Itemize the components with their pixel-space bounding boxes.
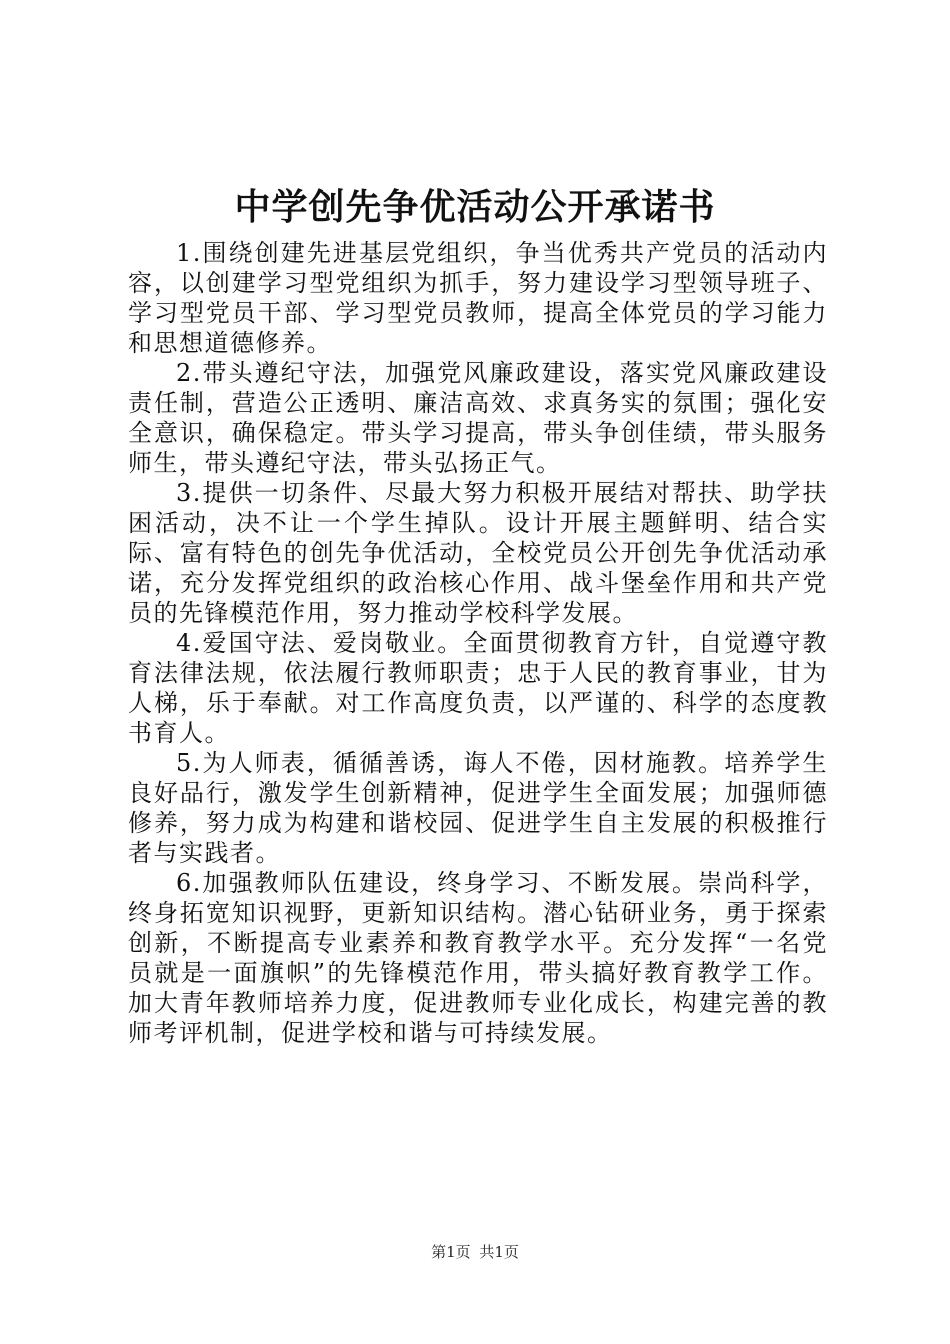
document-title: 中学创先争优活动公开承诺书 — [234, 186, 716, 228]
paragraph-3: 3.提供一切条件、尽最大努力积极开展结对帮扶、助学扶困活动，决不让一个学生掉队。设计开展主题鲜明、结合实际、富有特色的创先争优活动，全校党员公开创先争优活动承诺，充分发挥党组织的政治核心作用、战斗堡垒作用和共产党员的先锋模范作用，努力推动学校科学发展。 — [128, 479, 828, 627]
document-body — [128, 238, 828, 1048]
page-number-total: 共1页 — [479, 1243, 519, 1261]
page-number-current: 第1页 — [431, 1243, 471, 1261]
paragraph-2: 2.带头遵纪守法，加强党风廉政建设，落实党风廉政建设责任制，营造公正透明、廉洁高效、求真务实的氛围；强化安全意识，确保稳定。带头学习提高，带头争创佳绩，带头服务师生，带头遵纪守法，带头弘扬正气。 — [128, 359, 828, 477]
page-footer — [0, 1242, 950, 1262]
paragraph-1: 1.围绕创建先进基层党组织，争当优秀共产党员的活动内容，以创建学习型党组织为抓手，努力建设学习型领导班子、学习型党员干部、学习型党员教师，提高全体党员的学习能力和思想道德修养。 — [128, 239, 828, 357]
paragraph-4: 4.爱国守法、爱岗敬业。全面贯彻教育方针，自觉遵守教育法律法规，依法履行教师职责；忠于人民的教育事业，甘为人梯，乐于奉献。对工作高度负责，以严谨的、科学的态度教书育人。 — [128, 629, 828, 747]
paragraph-6: 6.加强教师队伍建设，终身学习、不断发展。崇尚科学，终身拓宽知识视野，更新知识结构。潜心钻研业务，勇于探索创新，不断提高专业素养和教育教学水平。充分发挥“一名党员就是一面旗帜”的先锋模范作用，带头搞好教育教学工作。加大青年教师培养力度，促进教师专业化成长，构建完善的教师考评机制，促进学校和谐与可持续发展。 — [128, 869, 828, 1047]
paragraph-5: 5.为人师表，循循善诱，诲人不倦，因材施教。培养学生良好品行，激发学生创新精神，促进学生全面发展；加强师德修养，努力成为构建和谐校园、促进学生自主发展的积极推行者与实践者。 — [128, 749, 828, 867]
